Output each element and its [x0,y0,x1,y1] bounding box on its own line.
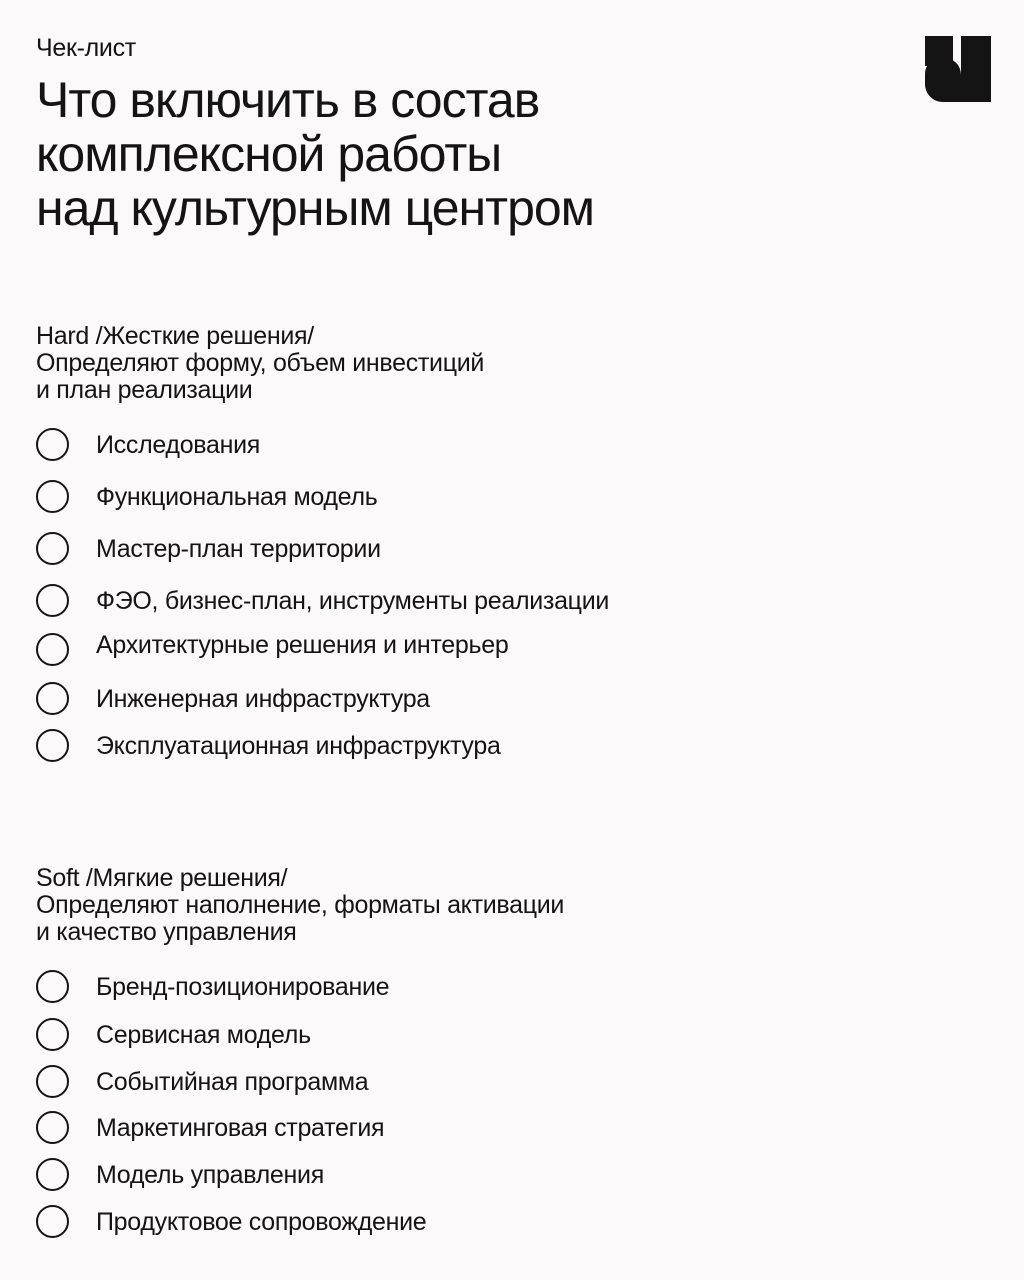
page-title-line: над культурным центром [36,180,595,236]
page-title [36,73,796,235]
section-heading-line: Определяют форму, объем инвестиций [36,349,485,377]
checkbox-circle[interactable] [36,584,69,617]
checklist-item [36,633,756,669]
checkbox-circle[interactable] [36,1065,69,1098]
checkbox-circle[interactable] [36,1018,69,1051]
section-heading-line: Soft /Мягкие решения/ [36,864,288,892]
page-title-line: комплексной работы [36,126,502,182]
checklist-item-label: Событийная программа [96,1068,369,1096]
page-title-line: Что включить в состав [36,72,540,128]
section-heading-line: Hard /Жесткие решения/ [36,322,314,350]
checklist-item-label: Маркетинговая стратегия [96,1114,385,1142]
checklist-item-label: Продуктовое сопровождение [96,1208,427,1236]
checklist-item [36,532,756,568]
checklist-item [36,584,756,620]
section-heading-soft [36,865,736,946]
section-heading-line: и качество управления [36,918,297,946]
checkbox-circle[interactable] [36,729,69,762]
checkbox-circle[interactable] [36,1205,69,1238]
checkbox-circle[interactable] [36,633,69,666]
checklist-item [36,1111,756,1147]
checklist-item-label: Архитектурные решения и интерьер [96,631,509,659]
checkbox-circle[interactable] [36,970,69,1003]
checklist-item-label: Исследования [96,431,261,459]
checklist-item-label: Модель управления [96,1161,324,1189]
checklist-item-label: Мастер-план территории [96,535,381,563]
eyebrow-label: Чек-лист [36,34,136,62]
checkbox-circle[interactable] [36,428,69,461]
checkbox-circle[interactable] [36,532,69,565]
checkbox-circle[interactable] [36,480,69,513]
checklist-item-label: Бренд-позиционирование [96,973,390,1001]
checklist-item-label: Функциональная модель [96,483,378,511]
checkbox-circle[interactable] [36,1158,69,1191]
checklist-item [36,480,756,516]
brand-logo-icon [925,36,991,102]
section-heading-line: и план реализации [36,376,253,404]
checklist-item [36,682,756,718]
checklist-item [36,1065,756,1101]
checkbox-circle[interactable] [36,1111,69,1144]
checklist-item [36,1205,756,1241]
checklist-item [36,428,756,464]
checkbox-circle[interactable] [36,682,69,715]
checklist-item-label: Инженерная инфраструктура [96,685,430,713]
checklist-item [36,1158,756,1194]
checklist-item-label: ФЭО, бизнес-план, инструменты реализации [96,587,610,615]
checklist-item-label: Эксплуатационная инфраструктура [96,732,501,760]
section-heading-hard [36,323,736,404]
checklist-item [36,1018,756,1054]
checklist-item-label: Сервисная модель [96,1021,311,1049]
checklist-item [36,729,756,765]
section-heading-line: Определяют наполнение, форматы активации [36,891,565,919]
checklist-item [36,970,756,1006]
